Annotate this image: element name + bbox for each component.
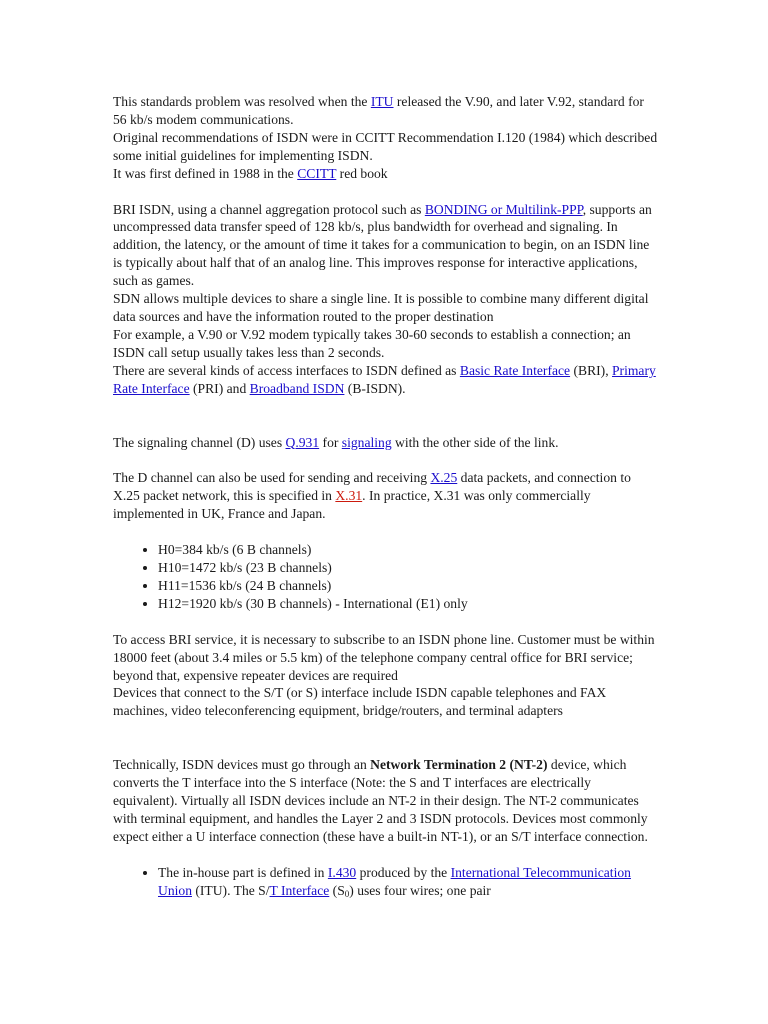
link-t-interface[interactable]: T Interface <box>269 882 330 898</box>
paragraph-bri-access: To access BRI service, it is necessary to subscribe to an ISDN phone line. Customer must be within 18000 feet (about 3.4 miles or 5.5 km) of the telephone company central office for BRI service; beyond that, expensive repeater devices are required <box>113 631 655 683</box>
link-basic-rate-interface[interactable]: Basic Rate Interface <box>459 362 571 378</box>
term-nt2: Network Termination 2 (NT-2) <box>370 757 548 773</box>
link-broadband-isdn[interactable]: Broadband ISDN <box>249 380 345 396</box>
paragraph-access-interfaces: There are several kinds of access interfaces to ISDN defined as Basic Rate Interface (BRI), Primary Rate Interface (PRI) and Broadband ISDN (B-ISDN). <box>113 362 656 396</box>
list-item: • H10=1472 kb/s (23 B channels) <box>158 559 658 577</box>
link-international-telecommunication-union[interactable]: International Telecommunication Union <box>158 864 631 898</box>
link-x31[interactable]: X.31 <box>335 488 363 504</box>
list-item: • H12=1920 kb/s (30 B channels) - International (E1) only <box>158 595 658 613</box>
paragraph-nt2: Technically, ISDN devices must go through an Network Termination 2 (NT-2) device, which converts the T interface into the S interface (Note: the S and T interfaces are electrically equivalent). Virtually all ISDN devices include an NT-2 in their design. The NT-2 communicates with terminal equipment, and handles the Layer 2 and 3 ISDN protocols. Devices most commonly expect either a U interface connection (these have a built-in NT-1), or an S/T interface connection. <box>113 757 648 844</box>
link-ccitt[interactable]: CCITT <box>297 165 337 181</box>
paragraph-st-devices: Devices that connect to the S/T (or S) interface include ISDN capable telephones and FAX machines, video teleconferencing equipment, bridge/routers, and terminal adapters <box>113 685 607 719</box>
paragraph-d-channel: The D channel can also be used for sending and receiving X.25 data packets, and connection to X.25 packet network, this is specified in X.31. In practice, X.31 was only commercially implemented in UK, France and Japan. <box>113 470 631 522</box>
link-primary-rate-interface[interactable]: Primary Rate Interface <box>113 362 656 396</box>
paragraph-v90: This standards problem was resolved when the ITU released the V.90, and later V.92, standard for 56 kb/s modem communications. <box>113 94 644 127</box>
paragraph-sdn: SDN allows multiple devices to share a single line. It is possible to combine many different digital data sources and have the information routed to the proper destination <box>113 291 649 324</box>
paragraph-bri-isdn: BRI ISDN, using a channel aggregation protocol such as BONDING or Multilink-PPP, supports an uncompressed data transfer speed of 128 kb/s, plus bandwidth for overhead and signaling. In addition, the latency, or the amount of time it takes for a communication to begin, on an ISDN line is typically about half that of an analog line. This improves response for interactive applications, such as games. <box>113 201 652 289</box>
paragraph-first-defined: It was first defined in 1988 in the CCITT red book <box>113 165 388 181</box>
paragraph-isdn-recommendations: Original recommendations of ISDN were in CCITT Recommendation I.120 (1984) which described some initial guidelines for implementing ISDN. <box>113 129 658 163</box>
list-item: • H0=384 kb/s (6 B channels) <box>158 541 658 559</box>
link-itu[interactable]: ITU <box>370 94 394 109</box>
in-house-list <box>113 864 658 900</box>
document-body <box>113 93 658 900</box>
paragraph-signaling-channel: The signaling channel (D) uses Q.931 for signaling with the other side of the link. <box>113 434 559 450</box>
link-bonding[interactable]: BONDING or Multilink-PPP <box>424 201 583 217</box>
link-signaling[interactable]: signaling <box>341 434 392 450</box>
link-q931[interactable]: Q.931 <box>285 434 320 450</box>
list-item: • H11=1536 kb/s (24 B channels) <box>158 577 658 595</box>
channel-rate-list <box>113 541 658 613</box>
paragraph-modem-example: For example, a V.90 or V.92 modem typically takes 30-60 seconds to establish a connection; an ISDN call setup usually takes less than 2 seconds. <box>113 326 631 360</box>
link-i430[interactable]: I.430 <box>327 864 357 880</box>
link-x25[interactable]: X.25 <box>430 470 458 486</box>
list-item: • The in-house part is defined in I.430 produced by the International Telecommunication Union (ITU). The S/T Interface $(S_0)$ uses four wires; one pair <box>158 864 658 900</box>
